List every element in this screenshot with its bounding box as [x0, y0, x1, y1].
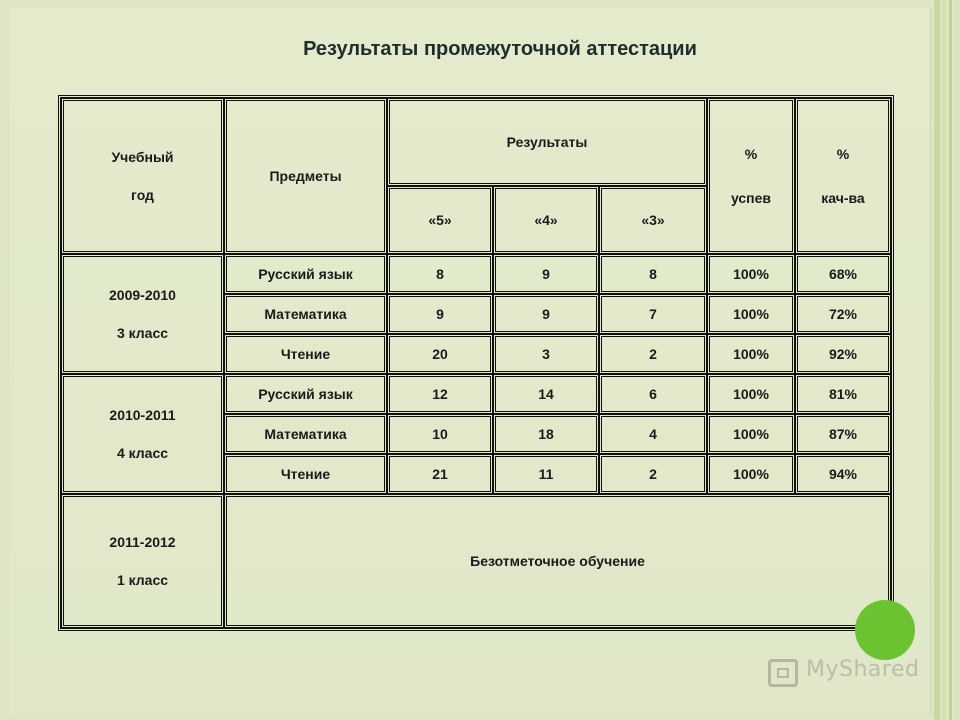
- grade5-cell: 8: [387, 254, 493, 294]
- grade5-cell: 21: [387, 454, 493, 494]
- header-quality-pct: %: [836, 146, 850, 162]
- header-grade5: «5»: [387, 186, 493, 254]
- grade4-cell: 11: [493, 454, 599, 494]
- subject-cell: Чтение: [224, 454, 387, 494]
- grade4-cell: 9: [493, 294, 599, 334]
- grade3-cell: 6: [599, 374, 707, 414]
- grade5-cell: 9: [387, 294, 493, 334]
- page-title: Результаты промежуточной аттестации: [303, 38, 697, 60]
- subject-cell: Русский язык: [224, 254, 387, 294]
- success-cell: 100%: [707, 414, 795, 454]
- grade5-cell: 12: [387, 374, 493, 414]
- grade4-cell: 3: [493, 334, 599, 374]
- subject-cell: Русский язык: [224, 374, 387, 414]
- table-row: [61, 374, 891, 414]
- decor-stripe: [942, 0, 946, 720]
- header-grade4: «4»: [493, 186, 599, 254]
- header-row: [61, 98, 891, 186]
- decor-stripe: [955, 0, 960, 720]
- success-cell: 100%: [707, 454, 795, 494]
- watermark-logo: [768, 655, 928, 695]
- group-year: 2009-2010: [109, 287, 176, 303]
- group-class: 4 класс: [116, 445, 169, 461]
- header-success-pct: %: [744, 146, 758, 162]
- grade5-cell: 20: [387, 334, 493, 374]
- header-grade3: «3»: [599, 186, 707, 254]
- quality-cell: 92%: [795, 334, 891, 374]
- success-cell: 100%: [707, 374, 795, 414]
- watermark-text: MyShared: [806, 657, 920, 682]
- subject-cell: Чтение: [224, 334, 387, 374]
- quality-cell: 87%: [795, 414, 891, 454]
- grade3-cell: 4: [599, 414, 707, 454]
- group-year: 2010-2011: [109, 407, 176, 423]
- accent-circle: [855, 600, 915, 660]
- quality-cell: 68%: [795, 254, 891, 294]
- presentation-icon: [768, 659, 798, 687]
- grade3-cell: 2: [599, 454, 707, 494]
- grade4-cell: 14: [493, 374, 599, 414]
- header-success: [707, 98, 795, 254]
- subject-cell: Математика: [224, 294, 387, 334]
- header-subjects: Предметы: [224, 98, 387, 254]
- header-quality-label: кач-ва: [821, 190, 865, 206]
- grade3-cell: 7: [599, 294, 707, 334]
- group-class: 1 класс: [116, 572, 169, 588]
- table-row: [61, 254, 891, 294]
- grade4-cell: 18: [493, 414, 599, 454]
- header-quality: [795, 98, 891, 254]
- header-year-line2: год: [131, 187, 154, 203]
- quality-cell: 94%: [795, 454, 891, 494]
- group-year-cell: [61, 494, 224, 628]
- header-year-line1: Учебный: [111, 149, 174, 165]
- quality-cell: 81%: [795, 374, 891, 414]
- grade4-cell: 9: [493, 254, 599, 294]
- table-row: [61, 494, 891, 628]
- group-year-cell: [61, 254, 224, 374]
- note-cell: Безотметочное обучение: [224, 494, 891, 628]
- header-year: [61, 98, 224, 254]
- success-cell: 100%: [707, 294, 795, 334]
- group-class: 3 класс: [116, 325, 169, 341]
- grade5-cell: 10: [387, 414, 493, 454]
- decor-stripe: [934, 0, 940, 720]
- decor-stripe: [949, 0, 952, 720]
- grade3-cell: 2: [599, 334, 707, 374]
- header-success-label: успев: [730, 190, 772, 206]
- grade3-cell: 8: [599, 254, 707, 294]
- group-year: 2011-2012: [109, 534, 176, 550]
- header-results: Результаты: [387, 98, 707, 186]
- group-year-cell: [61, 374, 224, 494]
- success-cell: 100%: [707, 254, 795, 294]
- quality-cell: 72%: [795, 294, 891, 334]
- results-table: [58, 95, 894, 631]
- success-cell: 100%: [707, 334, 795, 374]
- subject-cell: Математика: [224, 414, 387, 454]
